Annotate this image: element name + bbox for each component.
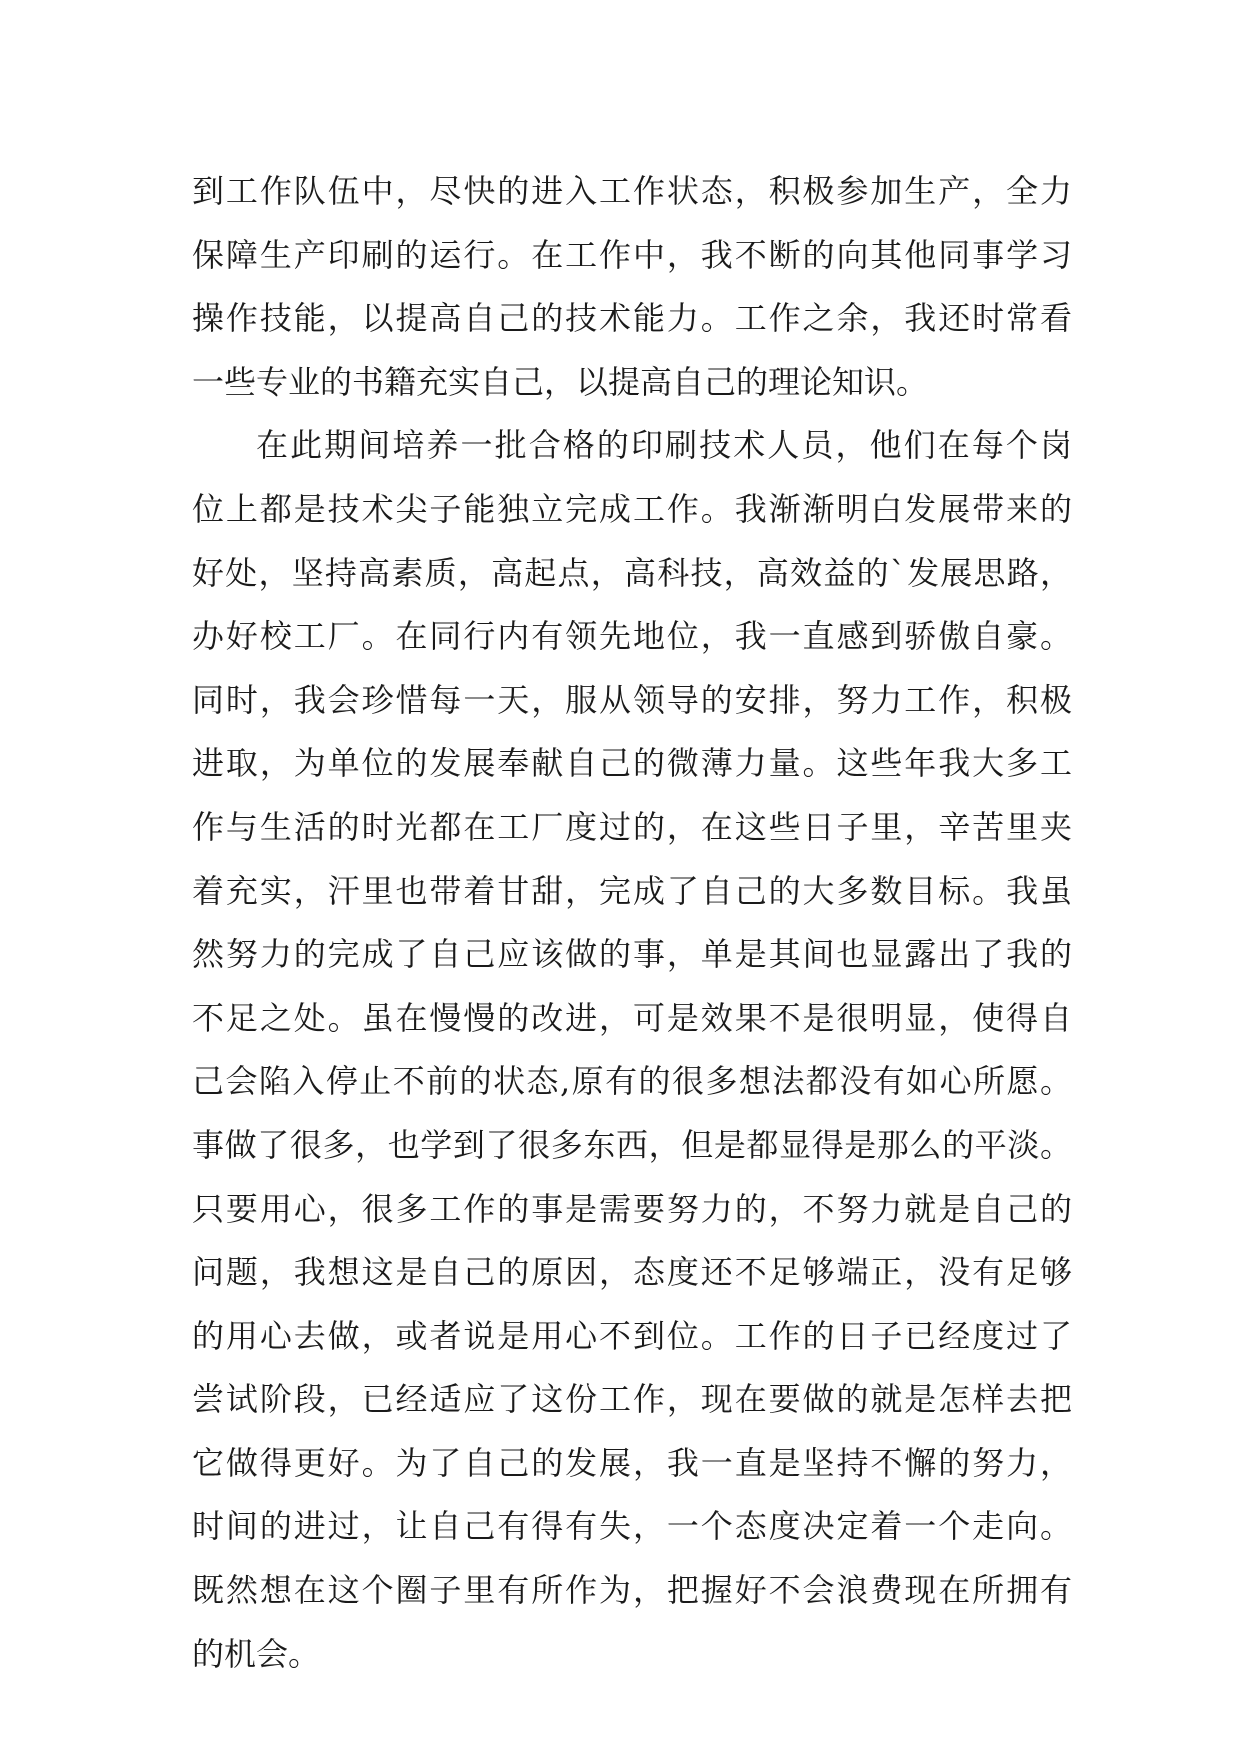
text-line: 作与生活的时光都在工厂度过的，在这些日子里，辛苦里夹 <box>192 807 1072 846</box>
text-line: 同时，我会珍惜每一天，服从领导的安排，努力工作，积极 <box>192 680 1072 719</box>
text-line: 着充实，汗里也带着甘甜，完成了自己的大多数目标。我虽 <box>192 871 1072 910</box>
text-line: 尝试阶段，已经适应了这份工作，现在要做的就是怎样去把 <box>192 1380 1072 1419</box>
text-line: 己会陷入停止不前的状态,原有的很多想法都没有如心所愿。 <box>192 1062 1072 1101</box>
text-line: 到工作队伍中，尽快的进入工作状态，积极参加生产，全力 <box>192 172 1072 210</box>
text-line: 不足之处。虽在慢慢的改进，可是效果不是很明显，使得自 <box>192 998 1072 1037</box>
paragraph-start-line: 在此期间培养一批合格的印刷技术人员，他们在每个岗 <box>256 426 1072 465</box>
text-line: 然努力的完成了自己应该做的事，单是其间也显露出了我的 <box>192 935 1072 974</box>
text-line: 位上都是技术尖子能独立完成工作。我渐渐明白发展带来的 <box>192 489 1072 528</box>
text-line: 既然想在这个圈子里有所作为，把握好不会浪费现在所拥有 <box>192 1571 1072 1610</box>
text-line: 办好校工厂。在同行内有领先地位，我一直感到骄傲自豪。 <box>192 617 1072 656</box>
text-line: 进取，为单位的发展奉献自己的微薄力量。这些年我大多工 <box>192 744 1072 783</box>
text-line: 保障生产印刷的运行。在工作中，我不断的向其他同事学习 <box>192 235 1072 274</box>
text-line: 事做了很多，也学到了很多东西，但是都显得是那么的平淡。 <box>192 1125 1072 1164</box>
text-line: 问题，我想这是自己的原因，态度还不足够端正，没有足够 <box>192 1253 1072 1292</box>
text-line: 好处，坚持高素质，高起点，高科技，高效益的`发展思路， <box>192 553 1072 592</box>
text-line: 的机会。 <box>192 1634 321 1673</box>
text-line: 的用心去做，或者说是用心不到位。工作的日子已经度过了 <box>192 1316 1072 1355</box>
body-text <box>192 160 1072 1686</box>
text-line: 操作技能，以提高自己的技术能力。工作之余，我还时常看 <box>192 299 1072 338</box>
text-line: 时间的进过，让自己有得有失，一个态度决定着一个走向。 <box>192 1507 1072 1546</box>
text-line: 它做得更好。为了自己的发展，我一直是坚持不懈的努力， <box>192 1443 1072 1482</box>
text-line: 一些专业的书籍充实自己，以提高自己的理论知识。 <box>192 362 929 401</box>
text-line: 只要用心，很多工作的事是需要努力的，不努力就是自己的 <box>192 1189 1072 1228</box>
